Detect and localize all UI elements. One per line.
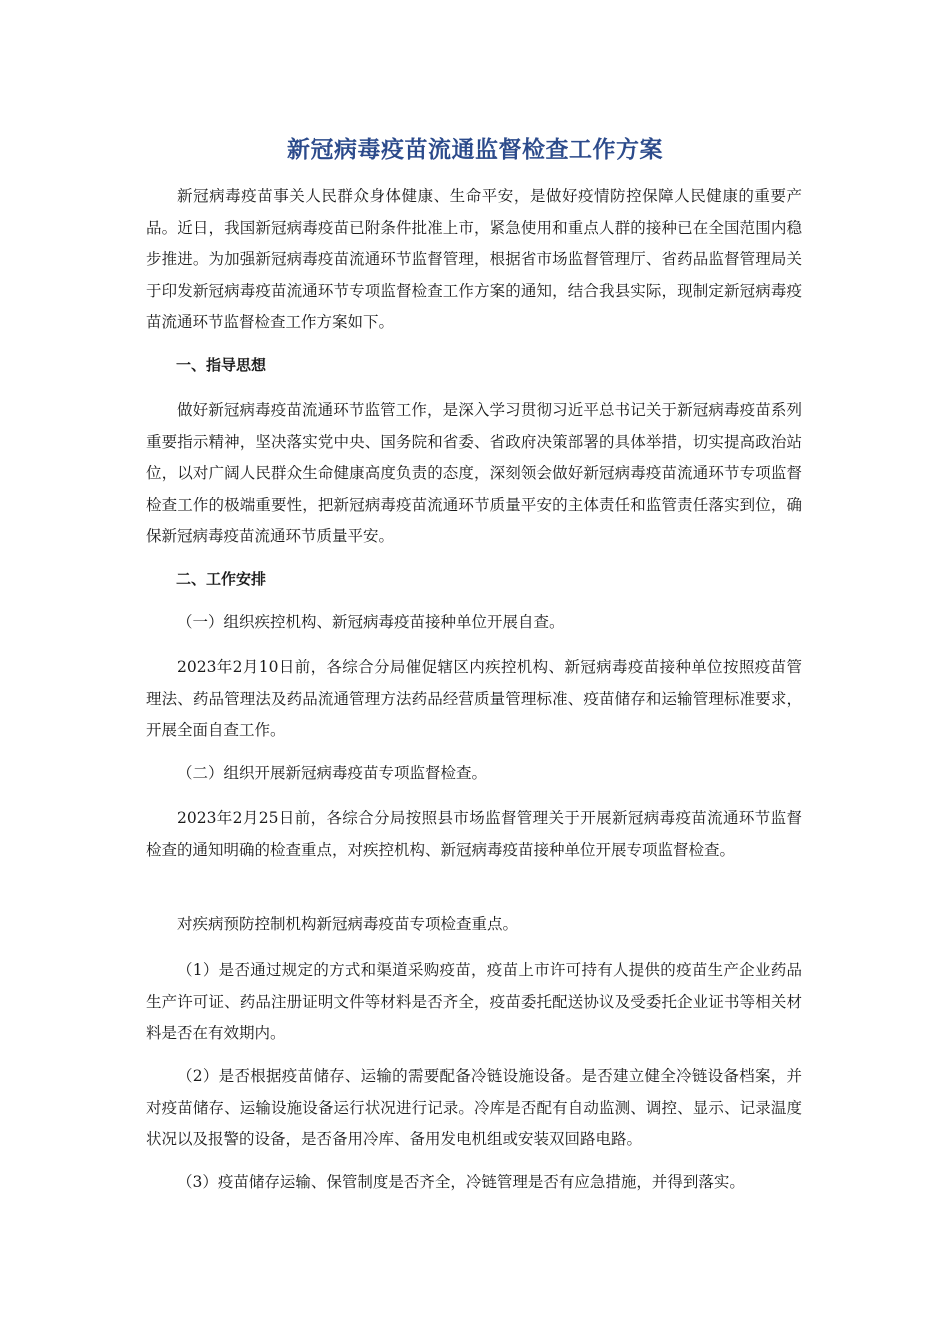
item1-title: （一）组织疾控机构、新冠病毒疫苗接种单位开展自查。	[177, 613, 565, 631]
intro-block	[146, 181, 802, 339]
item1-title-block	[146, 607, 802, 639]
item1-paragraph: 2023年2月10日前，各综合分局催促辖区内疾控机构、新冠病毒疫苗接种单位按照疫苗管理法、药品管理法及药品流通管理方法药品经营质量管理标准、疫苗储存和运输管理标准要求，开展全面自查工作。	[146, 658, 802, 739]
point2-paragraph: （2）是否根据疫苗储存、运输的需要配备冷链设施设备。是否建立健全冷链设备档案，并对疫苗储存、运输设施设备运行状况进行记录。冷库是否配有自动监测、调控、显示、记录温度状况以及报警的设备，是否备用冷库、备用发电机组或安装双回路电路。	[146, 1067, 802, 1148]
section1-heading-block	[146, 350, 802, 382]
section1-heading: 一、指导思想	[176, 356, 267, 374]
item2-paragraph: 2023年2月25日前，各综合分局按照县市场监督管理关于开展新冠病毒疫苗流通环节监督检查的通知明确的检查重点，对疾控机构、新冠病毒疫苗接种单位开展专项监督检查。	[146, 809, 802, 859]
item2-body-block	[146, 803, 802, 866]
section2-heading: 二、工作安排	[176, 570, 267, 588]
item2-title: （二）组织开展新冠病毒疫苗专项监督检查。	[177, 764, 488, 782]
section1-paragraph: 做好新冠病毒疫苗流通环节监管工作，是深入学习贯彻习近平总书记关于新冠病毒疫苗系列重要指示精神，坚决落实党中央、国务院和省委、省政府决策部署的具体举措，切实提高政治站位，以对广阔人民群众生命健康高度负责的态度，深刻领会做好新冠病毒疫苗流通环节专项监督检查工作的极端重要性，把新冠病毒疫苗流通环节质量平安的主体责任和监管责任落实到位，确保新冠病毒疫苗流通环节质量平安。	[146, 401, 802, 545]
item1-body-block	[146, 652, 802, 747]
point3-block	[146, 1167, 802, 1199]
point2-block	[146, 1061, 802, 1156]
item2-title-block	[146, 758, 802, 790]
point3-paragraph: （3）疫苗储存运输、保管制度是否齐全，冷链管理是否有应急措施，并得到落实。	[177, 1173, 745, 1191]
point1-block	[146, 955, 802, 1050]
focus-intro-block	[146, 909, 802, 941]
section1-body-block	[146, 395, 802, 553]
focus-intro: 对疾病预防控制机构新冠病毒疫苗专项检查重点。	[177, 915, 519, 933]
intro-paragraph: 新冠病毒疫苗事关人民群众身体健康、生命平安，是做好疫情防控保障人民健康的重要产品。近日，我国新冠病毒疫苗已附条件批准上市，紧急使用和重点人群的接种已在全国范围内稳步推进。为加强新冠病毒疫苗流通环节监督管理，根据省市场监督管理厅、省药品监督管理局关于印发新冠病毒疫苗流通环节专项监督检查工作方案的通知，结合我县实际，现制定新冠病毒疫苗流通环节监督检查工作方案如下。	[146, 187, 802, 331]
section2-heading-block	[146, 564, 802, 596]
point1-paragraph: （1）是否通过规定的方式和渠道采购疫苗，疫苗上市许可持有人提供的疫苗生产企业药品生产许可证、药品注册证明文件等材料是否齐全，疫苗委托配送协议及受委托企业证书等相关材料是否在有效期内。	[146, 961, 802, 1042]
document-title: 新冠病毒疫苗流通监督检查工作方案	[287, 137, 663, 163]
